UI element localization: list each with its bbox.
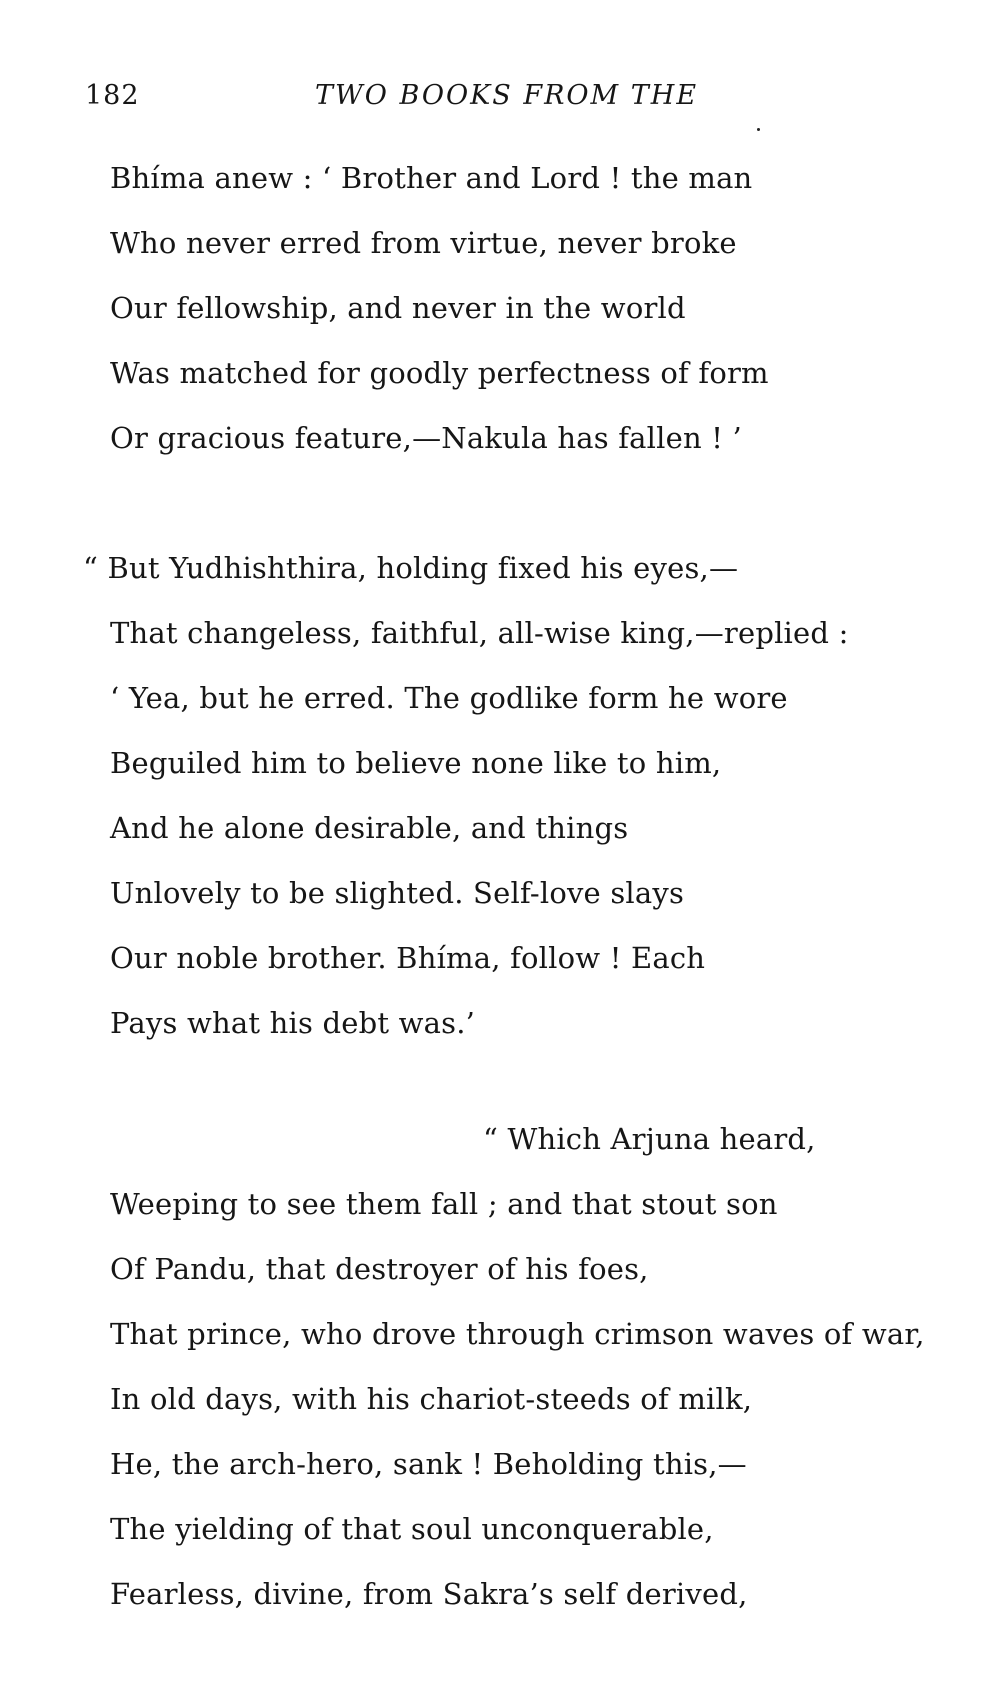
verse-line: Who never erred from virtue, never broke [110, 226, 737, 260]
verse-line: “ But Yudhishthira, holding fixed his eyes,— [83, 551, 739, 585]
verse-line: Pays what his debt was.’ [110, 1006, 476, 1040]
running-title: TWO BOOKS FROM THE [315, 80, 699, 111]
verse-line: The yielding of that soul unconquerable, [110, 1512, 714, 1546]
verse-line: Weeping to see them fall ; and that stout son [110, 1187, 778, 1221]
verse-line: Beguiled him to believe none like to him, [110, 746, 722, 780]
stanza-1 [110, 146, 769, 471]
verse-line: Bhíma anew : ‘ Brother and Lord ! the man [110, 161, 753, 195]
verse-line: Our noble brother. Bhíma, follow ! Each [110, 941, 706, 975]
print-speck [757, 128, 760, 131]
verse-line: Of Pandu, that destroyer of his foes, [110, 1252, 649, 1286]
verse-line: Was matched for goodly perfectness of form [110, 356, 769, 390]
verse-line: “ Which Arjuna heard, [483, 1122, 816, 1156]
verse-line: Unlovely to be slighted. Self-love slays [110, 876, 685, 910]
verse-line: That prince, who drove through crimson waves of war, [110, 1317, 925, 1351]
stanza-3 [110, 1107, 925, 1627]
verse-line: He, the arch-hero, sank ! Beholding this,— [110, 1447, 747, 1481]
verse-line: Fearless, divine, from Sakra’s self derived, [110, 1577, 748, 1611]
verse-line: ‘ Yea, but he erred. The godlike form he wore [110, 681, 788, 715]
page-number: 182 [85, 80, 140, 111]
verse-line: Or gracious feature,—Nakula has fallen ! ’ [110, 421, 742, 455]
verse-line: Our fellowship, and never in the world [110, 291, 686, 325]
verse-line: In old days, with his chariot-steeds of milk, [110, 1382, 753, 1416]
stanza-2 [83, 536, 849, 1056]
verse-line: And he alone desirable, and things [110, 811, 629, 845]
verse-line: That changeless, faithful, all-wise king,—replied : [110, 616, 849, 650]
